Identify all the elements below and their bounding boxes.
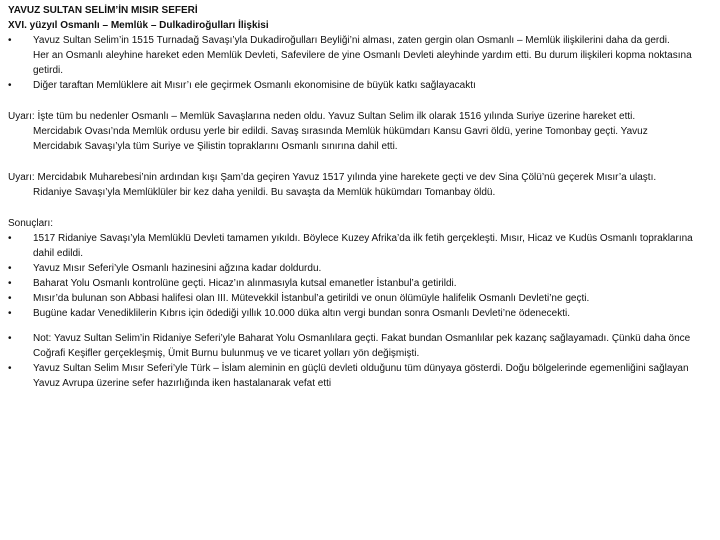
warning-line: Uyarı: Mercidabık Muharebesi’nin ardından kışı Şam’da geçiren Yavuz 1517 yılında yine harekete geçti ve dev Sina Çölü’nü geçerek Mısır’a ulaştı. [8,172,657,183]
spacer [8,93,716,109]
note-item [8,331,716,361]
result-item [8,276,716,291]
intro-continuation: Her an Osmanlı aleyhine hareket eden Memlük Devleti, Safevilere de yine Osmanlı Devleti aleyhinde yardım etti. Bu durum ilişkileri kopma noktasına getirdi. [33,50,692,76]
results-heading: Sonuçları: [8,218,54,229]
bullet-icon: • [8,333,12,344]
intro-bullet [8,78,716,93]
bullet-icon: • [8,308,12,319]
result-text: Mısır’da bulunan son Abbasi halifesi olan III. Mütevekkil İstanbul’a getirildi ve onun ölümüyle halifelik Osmanlı Devleti’ne geçti. [33,293,590,304]
result-text: Baharat Yolu Osmanlı kontrolüne geçti. Hicaz’ın alınmasıyla kutsal emanetler İstanbul’a getirildi. [33,278,457,289]
note-text: Yavuz Sultan Selim Mısır Seferi’yle Türk – İslam aleminin en güçlü devleti olduğunu tüm dünyaya gösterdi. Doğu bölgelerinde egemenliğini sağlayan Yavuz Avrupa üzerine sefer hazırlığında iken hastalanarak vefat etti [33,363,689,389]
bullet-icon: • [8,363,12,374]
warning-line: Mercidabık Savaşı’yla tüm Suriye ve Şilistin topraklarını Osmanlı sınırına dahil etti. [33,141,398,152]
bullet-icon: • [8,278,12,289]
note-item [8,361,716,391]
warning-line: Ridaniye Savaşı’yla Memlüklüler bir kez daha yenildi. Bu savaşta da Memlük hükümdarı Tomanbay öldü. [33,187,496,198]
result-item [8,231,716,261]
result-text: 1517 Ridaniye Savaşı’yla Memlüklü Devleti tamamen yıkıldı. Böylece Kuzey Afrika’da ilk fetih gerçekleşti. Mısır, Hicaz ve Kudüs Osmanlı topraklarına dahil edildi. [33,233,693,259]
result-item [8,291,716,306]
intro-bullet [8,33,716,48]
bullet-icon: • [8,263,12,274]
warning-line: Mercidabık Ovası’nda Memlük ordusu yerle bir edildi. Savaş sırasında Memlük hükümdarı Kansu Gavri öldü, yerine Tomonbay geçti. Yavuz [33,126,648,137]
intro-text: Yavuz Sultan Selim’in 1515 Turnadağ Savaşı’yla Dukadiroğulları Beyliği’ni alması, zaten gergin olan Osmanlı – Memlük ilişkilerini daha da gerdi. [33,35,670,46]
bullet-icon: • [8,233,12,244]
warning-line: Uyarı: İşte tüm bu nedenler Osmanlı – Memlük Savaşlarına neden oldu. Yavuz Sultan Selim ilk olarak 1516 yılında Suriye üzerine hareket etti. [8,111,636,122]
result-text: Yavuz Mısır Seferi’yle Osmanlı hazinesini ağzına kadar doldurdu. [33,263,322,274]
result-item [8,306,716,321]
bullet-icon: • [8,80,12,91]
bullet-icon: • [8,293,12,304]
note-text: Not: Yavuz Sultan Selim’in Ridaniye Seferi’yle Baharat Yolu Osmanlılara geçti. Fakat bundan Osmanlılar pek kazanç sağlayamadı. Çünkü daha önce Coğrafi Keşifler gerçekleşmiş, Ümit Burnu bulunmuş ve ve ticaret yolları yön değişmişti. [33,333,691,359]
page-title: YAVUZ SULTAN SELİM’İN MISIR SEFERİ [8,5,198,16]
spacer [8,321,716,331]
page-subtitle: XVI. yüzyıl Osmanlı – Memlük – Dulkadiroğulları İlişkisi [8,20,269,31]
result-text: Bugüne kadar Venediklilerin Kıbrıs için ödediği yıllık 10.000 düka altın vergi bundan sonra Osmanlı Devleti’ne ödenecekti. [33,308,570,319]
result-item [8,261,716,276]
spacer [8,154,716,170]
intro-text: Diğer taraftan Memlüklere ait Mısır’ı ele geçirmek Osmanlı ekonomisine de büyük katkı sağlayacaktı [33,80,476,91]
bullet-icon: • [8,35,12,46]
spacer [8,200,716,216]
